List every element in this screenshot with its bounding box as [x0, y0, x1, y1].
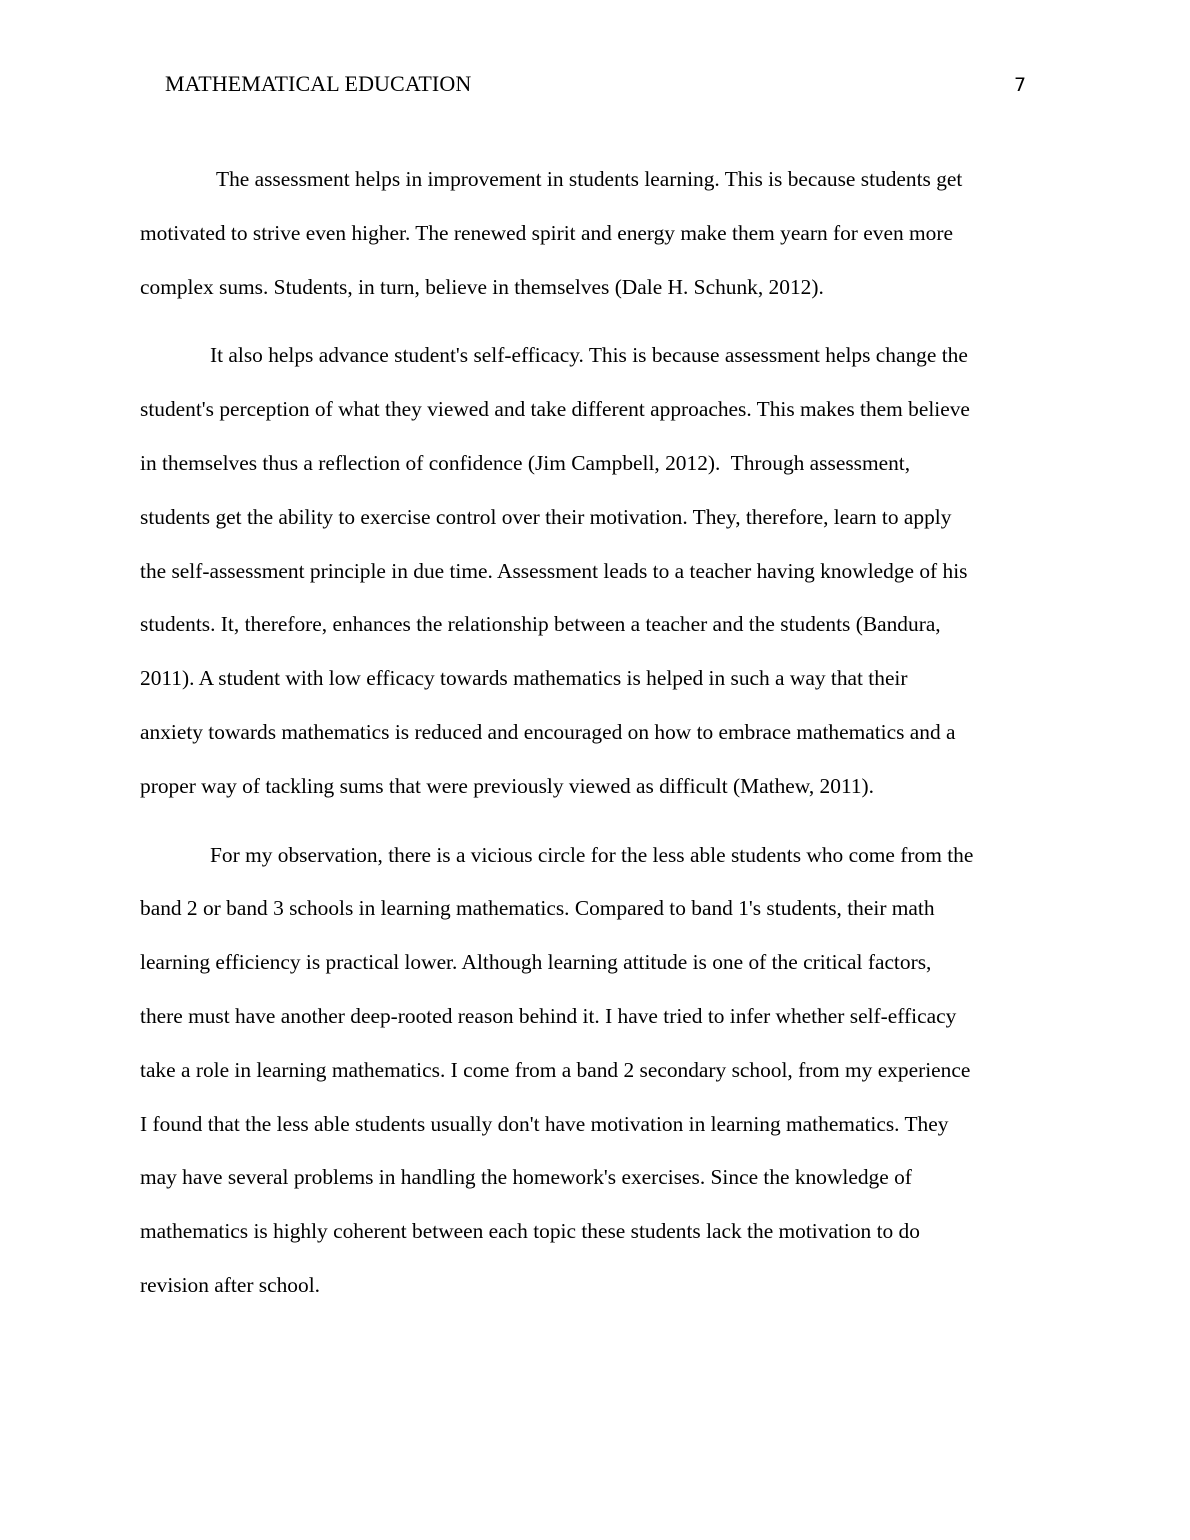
paragraph-line: may have several problems in handling the homework's exercises. Since the knowledge of	[140, 1165, 912, 1190]
paragraph-line: there must have another deep-rooted reason behind it. I have tried to infer whether self-efficacy	[140, 1003, 957, 1028]
body-text	[140, 153, 1060, 1328]
paragraph-line: I found that the less able students usually don't have motivation in learning mathematics. They	[140, 1111, 949, 1136]
paragraph-line: in themselves thus a reflection of confidence (Jim Campbell, 2012). Through assessment,	[140, 450, 911, 475]
paragraph-line: For my observation, there is a vicious circle for the less able students who come from the	[210, 842, 974, 867]
paragraph-line: anxiety towards mathematics is reduced and encouraged on how to embrace mathematics and a	[140, 719, 956, 744]
running-head: MATHEMATICAL EDUCATION	[165, 71, 472, 96]
paragraph-line: It also helps advance student's self-efficacy. This is because assessment helps change the	[210, 343, 968, 368]
paragraph-line: the self-assessment principle in due time. Assessment leads to a teacher having knowledge of his	[140, 558, 968, 583]
paragraph-line: motivated to strive even higher. The renewed spirit and energy make them yearn for even more	[140, 220, 953, 245]
paragraph-line: take a role in learning mathematics. I come from a band 2 secondary school, from my experience	[140, 1057, 971, 1082]
page-number: 7	[1014, 74, 1027, 96]
paragraph-line: The assessment helps in improvement in students learning. This is because students get	[216, 167, 963, 191]
paragraph-line: students get the ability to exercise control over their motivation. They, therefore, learn to apply	[140, 504, 952, 529]
paragraph-line: student's perception of what they viewed and take different approaches. This makes them believe	[140, 397, 970, 422]
paragraph-line: learning efficiency is practical lower. Although learning attitude is one of the critical factors,	[140, 950, 932, 975]
paragraph-line: band 2 or band 3 schools in learning mathematics. Compared to band 1's students, their math	[140, 896, 935, 921]
paragraph-2	[140, 329, 1060, 813]
paragraph-line: 2011). A student with low efficacy towards mathematics is helped in such a way that their	[140, 666, 908, 691]
paragraph-line: students. It, therefore, enhances the relationship between a teacher and the students (Bandura,	[140, 612, 941, 637]
paragraph-line: proper way of tackling sums that were previously viewed as difficult (Mathew, 2011).	[140, 773, 875, 798]
paragraph-3	[140, 829, 1060, 1313]
paragraph-line: mathematics is highly coherent between each topic these students lack the motivation to do	[140, 1219, 920, 1244]
paragraph-line: revision after school.	[140, 1272, 320, 1297]
paragraph-line: complex sums. Students, in turn, believe in themselves (Dale H. Schunk, 2012).	[140, 274, 824, 299]
paragraph-1	[140, 153, 1060, 314]
